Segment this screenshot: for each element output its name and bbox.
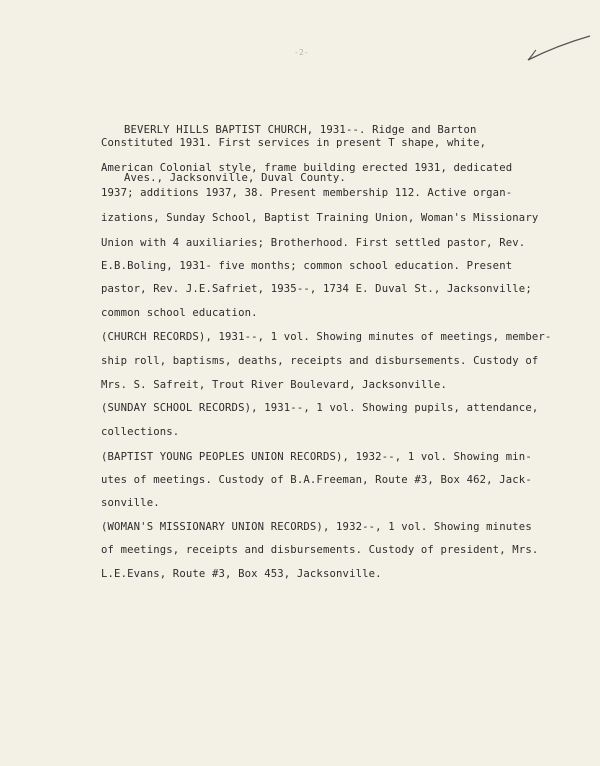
body-line: utes of meetings. Custody of B.A.Freeman, Route #3, Box 462, Jack- — [101, 474, 532, 486]
body-line: L.E.Evans, Route #3, Box 453, Jacksonville. — [101, 568, 382, 580]
body-line: 1937; additions 1937, 38. Present membership 112. Active organ- — [101, 187, 513, 199]
body-line: Mrs. S. Safreit, Trout River Boulevard, Jacksonville. — [101, 379, 447, 391]
body-line: izations, Sunday School, Baptist Training Union, Woman's Missionary — [101, 212, 539, 224]
body-line: Union with 4 auxiliaries; Brotherhood. First settled pastor, Rev. — [101, 237, 526, 249]
body-line: ship roll, baptisms, deaths, receipts and disbursements. Custody of — [101, 355, 539, 367]
body-line: (CHURCH RECORDS), 1931--, 1 vol. Showing minutes of meetings, member- — [101, 331, 552, 343]
body-line: common school education. — [101, 307, 258, 319]
page-mark: -2- — [294, 48, 309, 57]
header-line-1: BEVERLY HILLS BAPTIST CHURCH, 1931--. Ridge and Barton — [124, 124, 477, 136]
body-line: (BAPTIST YOUNG PEOPLES UNION RECORDS), 1932--, 1 vol. Showing min- — [101, 451, 532, 463]
header-line-2: Aves., Jacksonville, Duval County. — [124, 172, 346, 184]
body-line: pastor, Rev. J.E.Safriet, 1935--, 1734 E. Duval St., Jacksonville; — [101, 283, 532, 295]
body-line: sonville. — [101, 497, 160, 509]
body-line: E.B.Boling, 1931- five months; common school education. Present — [101, 260, 513, 272]
body-line: (SUNDAY SCHOOL RECORDS), 1931--, 1 vol. Showing pupils, attendance, — [101, 402, 539, 414]
body-line: (WOMAN'S MISSIONARY UNION RECORDS), 1932--, 1 vol. Showing minutes — [101, 521, 532, 533]
body-line: collections. — [101, 426, 180, 438]
pen-check-mark — [524, 30, 594, 70]
body-line: American Colonial style, frame building erected 1931, dedicated — [101, 162, 513, 174]
body-line: of meetings, receipts and disbursements. Custody of president, Mrs. — [101, 544, 539, 556]
body-line: Constituted 1931. First services in present T shape, white, — [101, 137, 487, 149]
